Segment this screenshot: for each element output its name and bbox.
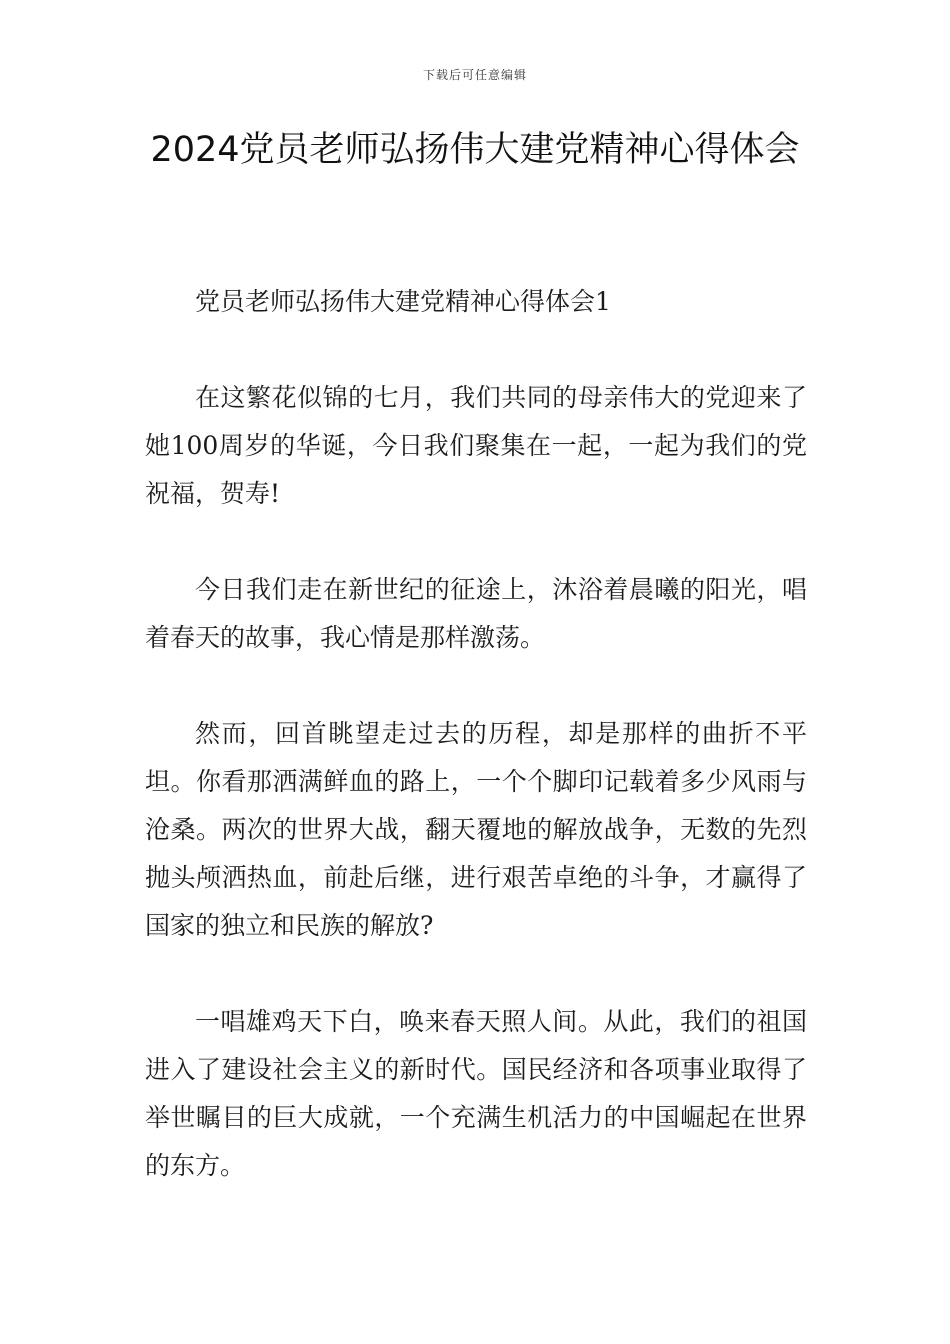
header-note: 下载后可任意编辑 bbox=[422, 68, 527, 82]
document-title: 2024党员老师弘扬伟大建党精神心得体会 bbox=[150, 130, 800, 170]
document-body bbox=[145, 278, 807, 1238]
section-subtitle: 党员老师弘扬伟大建党精神心得体会1 bbox=[195, 287, 611, 316]
paragraph-3: 然而，回首眺望走过去的历程，却是那样的曲折不平坦。你看那洒满鲜血的路上，一个个脚印记载着多少风雨与沧桑。两次的世界大战，翻天覆地的解放战争，无数的先烈抛头颅洒热血，前赴后继，进行艰苦卓绝的斗争，才赢得了国家的独立和民族的解放? bbox=[145, 719, 807, 940]
paragraph-4: 一唱雄鸡天下白，唤来春天照人间。从此，我们的祖国进入了建设社会主义的新时代。国民经济和各项事业取得了举世瞩目的巨大成就，一个充满生机活力的中国崛起在世界的东方。 bbox=[145, 1007, 807, 1180]
paragraph-1: 在这繁花似锦的七月，我们共同的母亲伟大的党迎来了她100周岁的华诞，今日我们聚集在一起，一起为我们的党祝福，贺寿! bbox=[145, 383, 807, 508]
paragraph-2: 今日我们走在新世纪的征途上，沐浴着晨曦的阳光，唱着春天的故事，我心情是那样激荡。 bbox=[145, 575, 807, 652]
